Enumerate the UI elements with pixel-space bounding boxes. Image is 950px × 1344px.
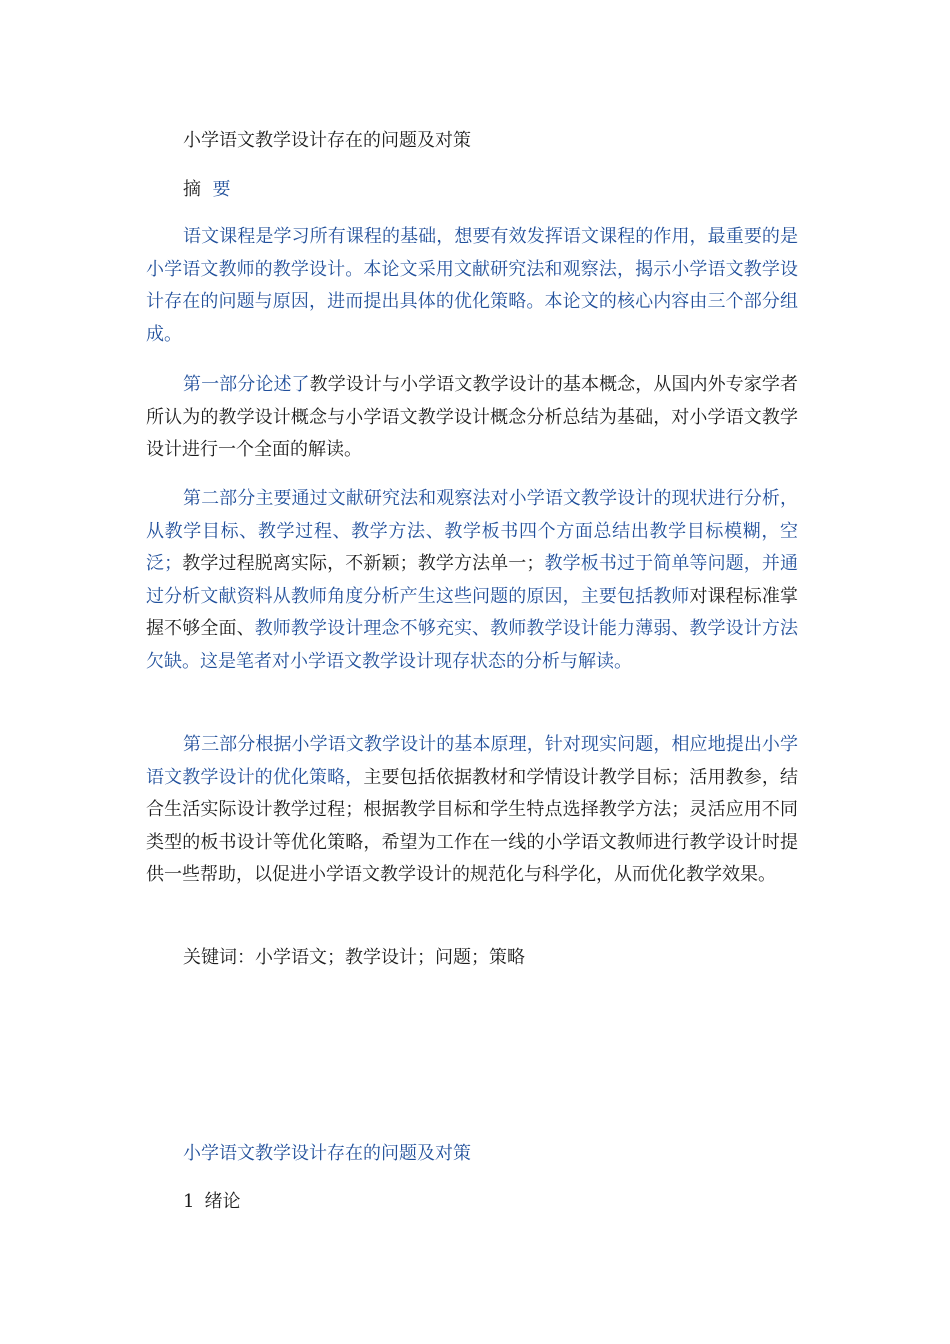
- abstract-paragraph-2: [146, 369, 798, 467]
- paragraph-2-blue: 第一部分论述了: [183, 374, 310, 395]
- abstract-heading-char1: 摘: [183, 179, 201, 200]
- abstract-heading: [183, 175, 835, 201]
- paragraph-2-dark: 教学设计与小学语文教学设计的基本概念，从国内外专家学者所认为的教学设计概念与小学语文教学设计概念分析总结为基础，对小学语文教学设计进行一个全面的解读。: [146, 374, 799, 460]
- paragraph-3-dark-mid: 教学过程脱离实际，不新颖；教学方法单一；: [182, 553, 545, 574]
- document-title: 小学语文教学设计存在的问题及对策: [183, 130, 471, 151]
- paragraph-1-text: 语文课程是学习所有课程的基础，想要有效发挥语文课程的作用，最重要的是小学语文教师的教学设计。本论文采用文献研究法和观察法，揭示小学语文教学设计存在的问题与原因，进而提出具体的优化策略。本论文的核心内容由三个部分组成。: [146, 226, 798, 345]
- paragraph-4-dark: 主要包括依据教材和学情设计教学目标；活用教参，结合生活实际设计教学过程；根据教学目标和学生特点选择教学方法；灵活应用不同类型的板书设计等优化策略，希望为工作在一线的小学语文教师进行教学设计时提供一些帮助，以促进小学语文教学设计的规范化与科学化，从而优化教学效果。: [146, 766, 799, 885]
- section-heading-introduction: [183, 1187, 240, 1213]
- abstract-paragraph-3: [146, 483, 798, 678]
- keywords-line: 关键词：小学语文；教学设计；问题；策略: [183, 947, 525, 968]
- section-number: 1: [183, 1191, 195, 1212]
- section-label: 绪论: [204, 1191, 241, 1212]
- abstract-paragraph-1: [146, 221, 798, 351]
- paragraph-3-blue-end: 教师教学设计理念不够充实、教师教学设计能力薄弱、教学设计方法欠缺。这是笔者对小学语文教学设计现存状态的分析与解读。: [146, 618, 798, 672]
- chapter-title: 小学语文教学设计存在的问题及对策: [183, 1143, 471, 1164]
- abstract-heading-char2: 要: [212, 179, 231, 200]
- paragraph-3-blue-start: 第二部分主要通过文献研究法和观察法对小学语文教学设计的现状进行分析，从教学目标、教学过程、教学方法、教学板书四个方面总结出教学目标模糊，空泛；: [146, 488, 798, 574]
- paragraph-4-blue: 第三部分根据小学语文教学设计的基本原理，针对现实问题，相应地提出小学语文教学设计的优化策略，: [146, 734, 798, 788]
- abstract-paragraph-4: [146, 729, 798, 892]
- paragraph-3-dark-mid2: 对课程标准掌握不够全面、: [146, 585, 799, 639]
- paragraph-3-blue-mid: 教学板书过于简单等问题，并通过分析文献资料从教师角度分析产生这些问题的原因，主要包括教师: [146, 553, 799, 607]
